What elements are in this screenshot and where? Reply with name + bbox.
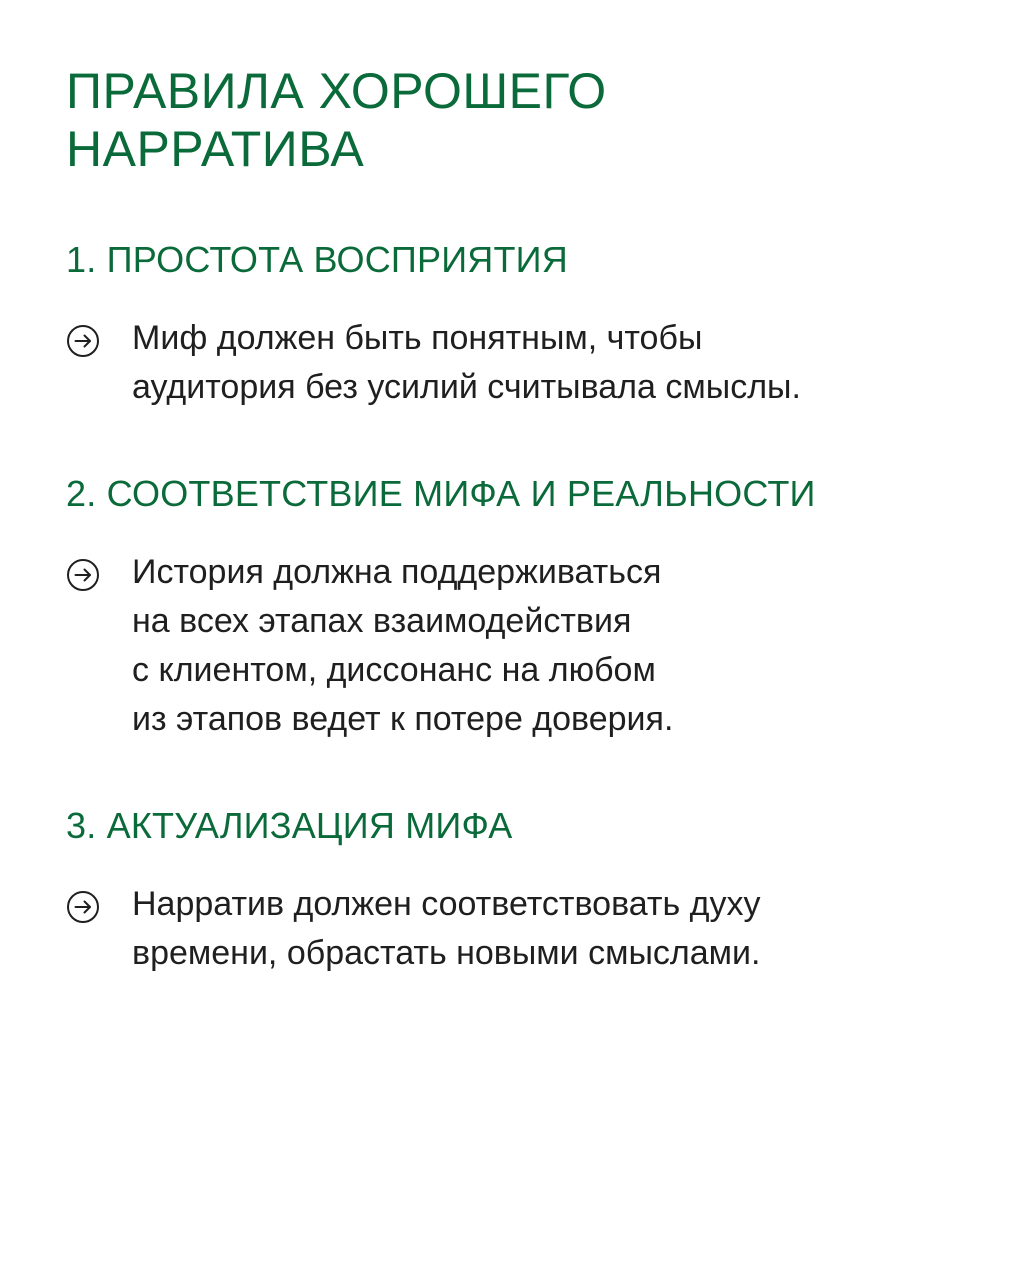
text-line: Нарратив должен соответствовать духу [132, 885, 761, 923]
arrow-right-circle-icon [66, 890, 100, 924]
title-line-1: ПРАВИЛА ХОРОШЕГО [66, 63, 607, 119]
page-title [66, 62, 966, 178]
section-text-3 [132, 880, 972, 978]
text-line: времени, обрастать новыми смыслами. [132, 934, 761, 972]
title-line-2: НАРРАТИВА [66, 121, 365, 177]
section-heading-2: 2. СООТВЕТСТВИЕ МИФА И РЕАЛЬНОСТИ [66, 473, 816, 514]
arrow-right-circle-icon [66, 324, 100, 358]
text-line: с клиентом, диссонанс на любом [132, 651, 656, 689]
section-text-1 [132, 314, 972, 412]
section-heading-1: 1. ПРОСТОТА ВОСПРИЯТИЯ [66, 239, 568, 280]
section-heading-3: 3. АКТУАЛИЗАЦИЯ МИФА [66, 805, 513, 846]
text-line: История должна поддерживаться [132, 553, 662, 591]
section-text-2 [132, 548, 972, 744]
text-line: из этапов ведет к потере доверия. [132, 700, 674, 738]
text-line: на всех этапах взаимодействия [132, 602, 632, 640]
arrow-right-circle-icon [66, 558, 100, 592]
text-line: Миф должен быть понятным, чтобы [132, 319, 703, 357]
text-line: аудитория без усилий считывала смыслы. [132, 368, 801, 406]
